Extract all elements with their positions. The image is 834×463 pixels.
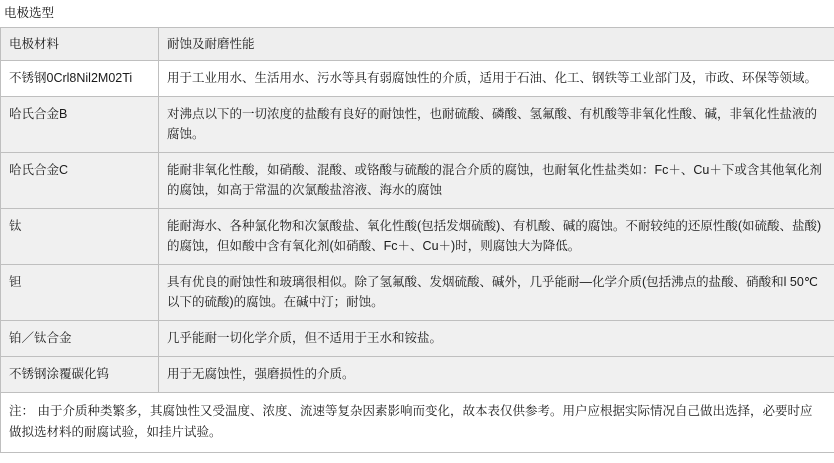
- table-row: [1, 153, 834, 209]
- cell-material: 钛: [1, 209, 159, 265]
- table-note-row: [1, 393, 834, 453]
- table-row: [1, 97, 834, 153]
- cell-performance: 用于工业用水、生活用水、污水等具有弱腐蚀性的介质，适用于石油、化工、钢铁等工业部门及，市政、环保等领域。: [159, 61, 834, 97]
- cell-performance: 具有优良的耐蚀性和玻璃很相似。除了氢氟酸、发烟硫酸、碱外，几乎能耐—化学介质(包括沸点的盐酸、硝酸和l 50℃以下的硫酸)的腐蚀。在碱中汀；耐蚀。: [159, 265, 834, 321]
- page-title: 电极选型: [4, 6, 55, 20]
- table-row: [1, 61, 834, 97]
- cell-performance: 几乎能耐一切化学介质，但不适用于王水和铵盐。: [159, 321, 834, 357]
- cell-material: 不锈钢涂覆碳化钨: [1, 357, 159, 393]
- cell-performance: 能耐非氧化性酸，如硝酸、混酸、或铬酸与硫酸的混合介质的腐蚀，也耐氧化性盐类如：Fc＋、Cu＋下或含其他氧化剂的腐蚀，如高于常温的次氯酸盐溶液、海水的腐蚀: [159, 153, 834, 209]
- column-header-material: 电极材料: [1, 28, 159, 61]
- table-header-row: [1, 28, 834, 61]
- cell-material: 钽: [1, 265, 159, 321]
- cell-material: 不锈钢0Crl8Nil2M02Ti: [1, 61, 159, 97]
- cell-material: 铂／钛合金: [1, 321, 159, 357]
- table-row: [1, 265, 834, 321]
- table-note: 注： 由于介质种类繁多，其腐蚀性又受温度、浓度、流速等复杂因素影响而变化，故本表仅供参考。用户应根据实际情况自己做出选择，必要时应做拟选材料的耐腐试验，如挂片试验。: [1, 393, 834, 453]
- cell-performance: 能耐海水、各种氯化物和次氯酸盐、氧化性酸(包括发烟硫酸)、有机酸、碱的腐蚀。不耐较纯的还原性酸(如硫酸、盐酸)的腐蚀，但如酸中含有氧化剂(如硝酸、Fc＋、Cu＋)时，则腐蚀大为降低。: [159, 209, 834, 265]
- electrode-selection-table: [0, 27, 834, 453]
- cell-material: 哈氏合金B: [1, 97, 159, 153]
- column-header-performance: 耐蚀及耐磨性能: [159, 28, 834, 61]
- cell-performance: 对沸点以下的一切浓度的盐酸有良好的耐蚀性，也耐硫酸、磷酸、氢氟酸、有机酸等非氧化性酸、碱，非氧化性盐液的腐蚀。: [159, 97, 834, 153]
- table-row: [1, 209, 834, 265]
- cell-material: 哈氏合金C: [1, 153, 159, 209]
- table-row: [1, 357, 834, 393]
- cell-performance: 用于无腐蚀性，强磨损性的介质。: [159, 357, 834, 393]
- table-row: [1, 321, 834, 357]
